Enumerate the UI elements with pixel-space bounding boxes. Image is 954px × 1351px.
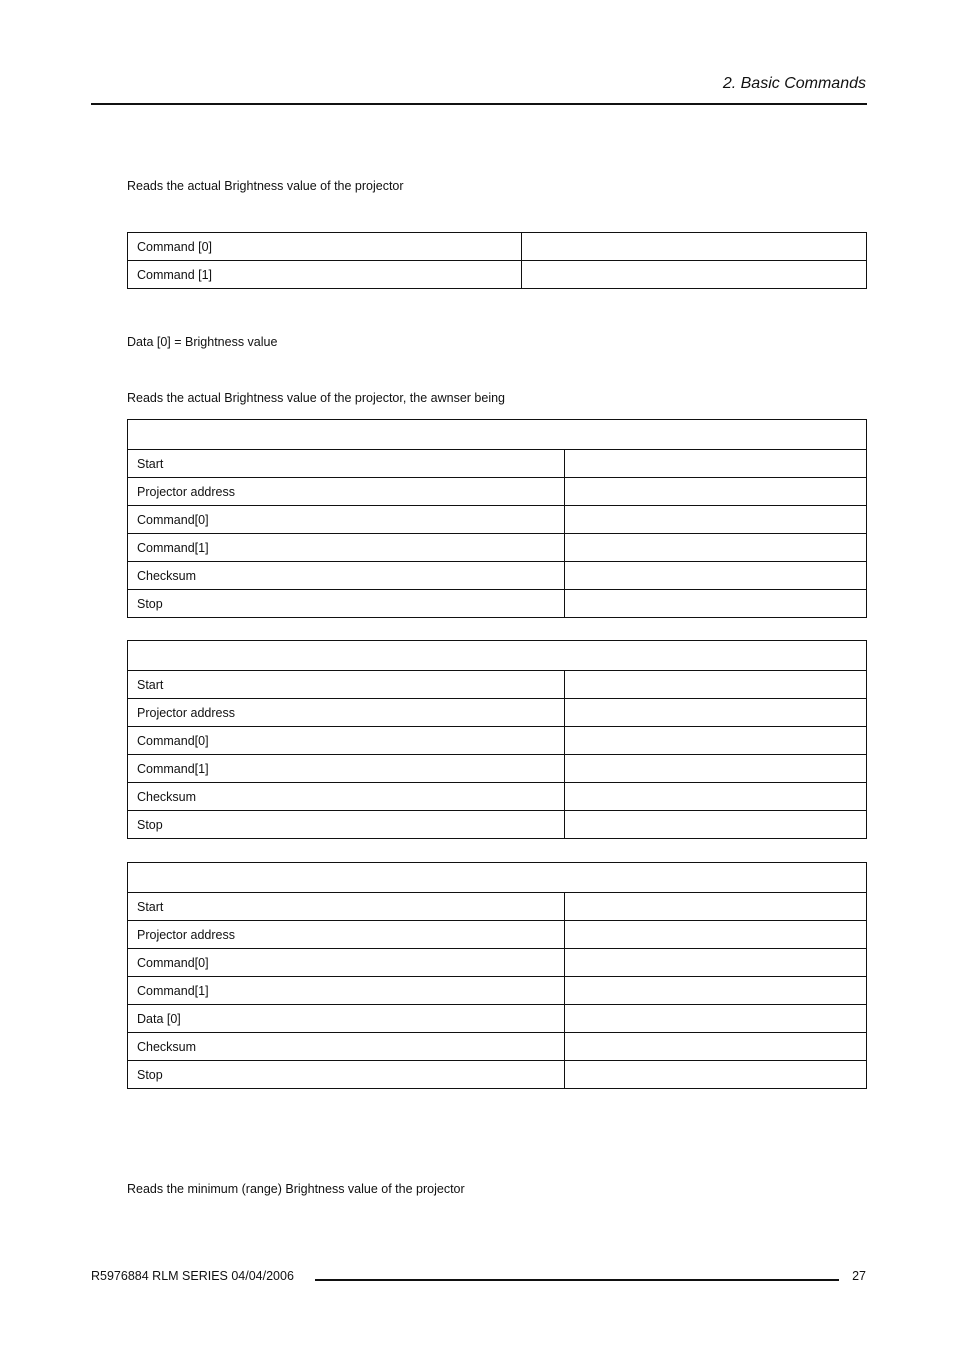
answer-paragraph: Reads the actual Brightness value of the projector, the awnser being [127,391,506,405]
table-row [128,1005,867,1033]
cell-value [565,478,867,506]
table-row [128,534,867,562]
table-row [128,727,867,755]
cell-value [522,233,867,261]
cell-label: Command[1] [128,977,565,1005]
data-description: Data [0] = Brightness value [127,335,278,349]
table-row [128,450,867,478]
table-row [128,699,867,727]
footer-doc-ref: R5976884 RLM SERIES 04/04/2006 [91,1269,294,1283]
cell-value [565,755,867,783]
table-header-row [128,863,867,893]
cell-label: Start [128,671,565,699]
cell-value [565,450,867,478]
cell-label: Projector address [128,699,565,727]
table-row [128,671,867,699]
cell-value [565,977,867,1005]
cell-value [565,727,867,755]
frame-table-1 [127,419,867,618]
table-header-cell [128,420,867,450]
page-number: 27 [852,1269,866,1283]
cell-value [565,921,867,949]
table-row [128,506,867,534]
cell-label: Stop [128,811,565,839]
cell-value [565,671,867,699]
cell-label: Start [128,893,565,921]
intro-paragraph: Reads the actual Brightness value of the projector [127,179,404,193]
cell-label: Command [1] [128,261,522,289]
table-row [128,478,867,506]
cell-label: Command[0] [128,949,565,977]
cell-value [565,811,867,839]
cell-value [565,949,867,977]
table-row [128,811,867,839]
cell-label: Stop [128,1061,565,1089]
table-row [128,1033,867,1061]
table-header-row [128,420,867,450]
cell-label: Command[1] [128,534,565,562]
header-rule [91,103,867,105]
minimum-paragraph: Reads the minimum (range) Brightness value of the projector [127,1182,465,1196]
table-row [128,949,867,977]
cell-label: Command[1] [128,755,565,783]
table-row [128,261,867,289]
cell-value [522,261,867,289]
cell-label: Command [0] [128,233,522,261]
cell-label: Checksum [128,783,565,811]
cell-label: Command[0] [128,506,565,534]
cell-label: Checksum [128,562,565,590]
table-row [128,1061,867,1089]
table-row [128,590,867,618]
cell-value [565,506,867,534]
table-row [128,893,867,921]
cell-value [565,893,867,921]
cell-label: Data [0] [128,1005,565,1033]
cell-label: Command[0] [128,727,565,755]
cell-label: Projector address [128,921,565,949]
cell-label: Start [128,450,565,478]
cell-value [565,562,867,590]
footer-rule [315,1279,839,1281]
table-row [128,562,867,590]
cell-label: Stop [128,590,565,618]
table-header-row [128,641,867,671]
cell-value [565,699,867,727]
cell-value [565,534,867,562]
frame-table-3 [127,862,867,1089]
frame-table-2 [127,640,867,839]
table-row [128,755,867,783]
cell-value [565,783,867,811]
command-table [127,232,867,289]
cell-value [565,1033,867,1061]
table-header-cell [128,863,867,893]
table-row [128,977,867,1005]
cell-label: Checksum [128,1033,565,1061]
table-row [128,783,867,811]
cell-value [565,1061,867,1089]
cell-value [565,1005,867,1033]
section-title: 2. Basic Commands [722,75,866,92]
cell-label: Projector address [128,478,565,506]
table-header-cell [128,641,867,671]
table-row [128,921,867,949]
cell-value [565,590,867,618]
table-row [128,233,867,261]
